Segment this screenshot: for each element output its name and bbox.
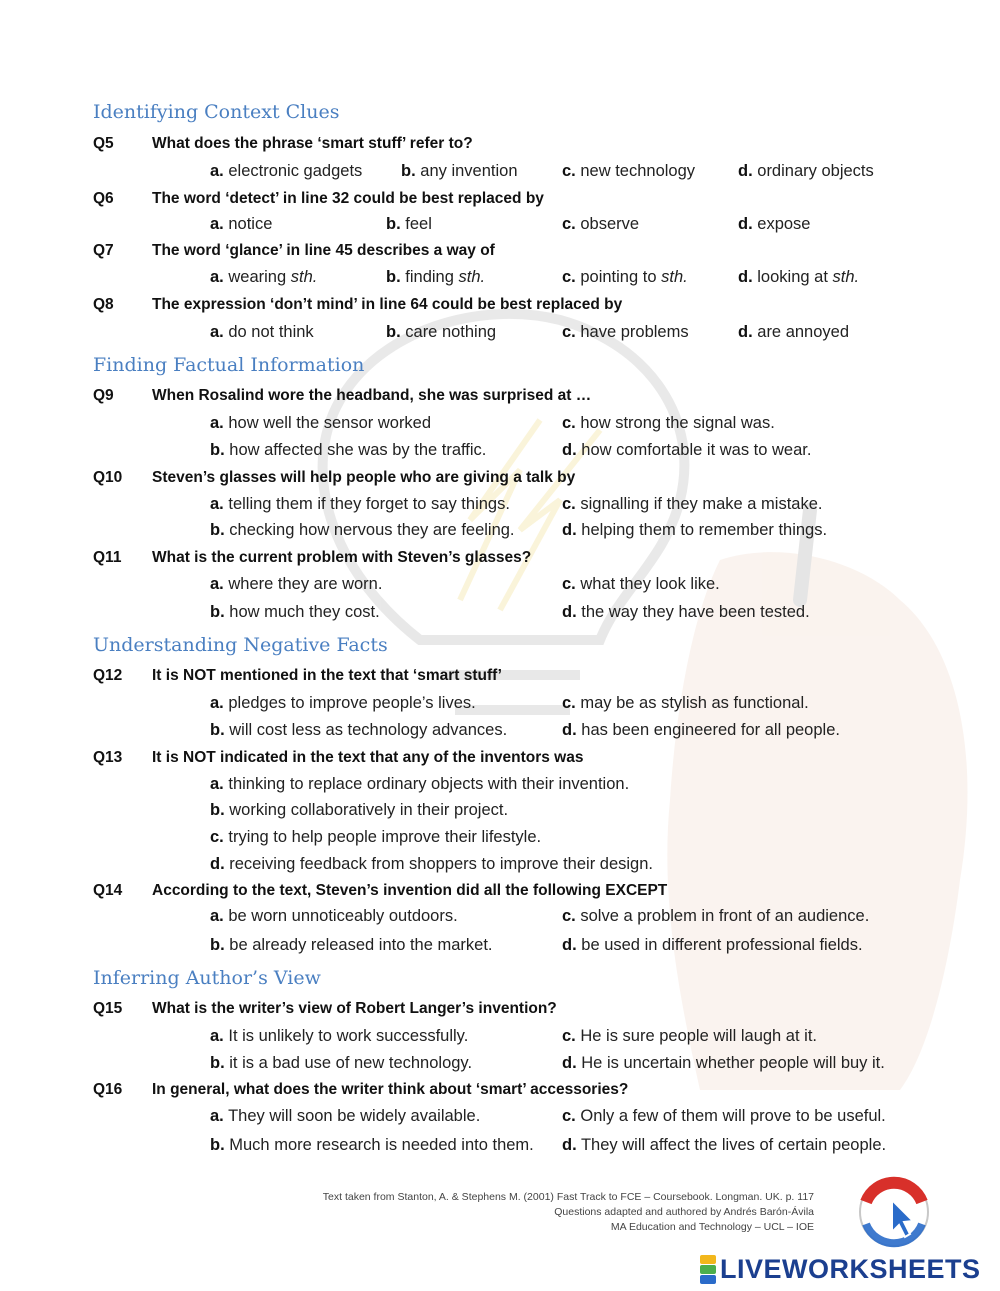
option-d[interactable]: d. expose [738, 215, 811, 233]
option-a[interactable]: a. thinking to replace ordinary objects with their invention. [210, 775, 630, 793]
question-text: What is the current problem with Steven’s glasses? [152, 549, 532, 566]
option-d[interactable]: d. They will affect the lives of certain people. [562, 1136, 887, 1154]
option-c[interactable]: c. trying to help people improve their lifestyle. [210, 828, 542, 846]
question-text: It is NOT mentioned in the text that ‘smart stuff’ [152, 667, 502, 684]
option-a[interactable]: a. where they are worn. [210, 575, 383, 593]
question-text: The expression ‘don’t mind’ in line 64 could be best replaced by [152, 296, 623, 313]
option-d[interactable]: d. receiving feedback from shoppers to improve their design. [210, 855, 653, 873]
question-number: Q10 [93, 469, 123, 486]
option-b[interactable]: b. be already released into the market. [210, 936, 493, 954]
question-text: When Rosalind wore the headband, she was surprised at … [152, 387, 592, 404]
credit-line: MA Education and Technology – UCL – IOE [610, 1221, 814, 1233]
question-text: What does the phrase ‘smart stuff’ refer to? [152, 135, 473, 152]
option-a[interactable]: a. pledges to improve people’s lives. [210, 694, 476, 712]
option-b[interactable]: b. checking how nervous they are feeling. [210, 521, 515, 539]
credit-line: Text taken from Stanton, A. & Stephens M. (2001) Fast Track to FCE – Coursebook. Longman. UK. p. 117 [322, 1191, 814, 1203]
option-c[interactable]: c. how strong the signal was. [562, 414, 775, 432]
option-d[interactable]: d. He is uncertain whether people will buy it. [562, 1054, 885, 1072]
option-d[interactable]: d. are annoyed [738, 323, 850, 341]
question-number: Q8 [93, 296, 114, 313]
question-text: The word ‘glance’ in line 45 describes a way of [152, 242, 495, 259]
question-text: Steven’s glasses will help people who are giving a talk by [152, 469, 576, 486]
question-number: Q12 [93, 667, 123, 684]
option-c[interactable]: c. solve a problem in front of an audience. [562, 907, 870, 925]
option-a[interactable]: a. electronic gadgets [210, 162, 363, 180]
section-heading-context-clues: Identifying Context Clues [93, 101, 340, 123]
option-c[interactable]: c. He is sure people will laugh at it. [562, 1027, 817, 1045]
section-heading-author-view: Inferring Author’s View [93, 967, 321, 989]
question-text: In general, what does the writer think about ‘smart’ accessories? [152, 1081, 629, 1098]
option-b[interactable]: b. how much they cost. [210, 603, 380, 621]
option-b[interactable]: b. will cost less as technology advances. [210, 721, 508, 739]
option-d[interactable]: d. how comfortable it was to wear. [562, 441, 812, 459]
option-b[interactable]: b. it is a bad use of new technology. [210, 1054, 473, 1072]
option-c[interactable]: c. what they look like. [562, 575, 720, 593]
question-number: Q7 [93, 242, 114, 259]
click-logo-icon [852, 1172, 936, 1252]
option-a[interactable]: a. notice [210, 215, 273, 233]
option-d[interactable]: d. has been engineered for all people. [562, 721, 840, 739]
option-d[interactable]: d. be used in different professional fields. [562, 936, 863, 954]
option-a[interactable]: a. telling them if they forget to say things. [210, 495, 510, 513]
question-number: Q13 [93, 749, 123, 766]
question-text: The word ‘detect’ in line 32 could be best replaced by [152, 190, 544, 207]
option-a[interactable]: a. It is unlikely to work successfully. [210, 1027, 469, 1045]
source-credits [323, 1190, 814, 1235]
question-text: It is NOT indicated in the text that any of the inventors was [152, 749, 584, 766]
option-c[interactable]: c. new technology [562, 162, 696, 180]
question-text: According to the text, Steven’s invention did all the following EXCEPT [152, 882, 668, 899]
option-a[interactable]: a. wearing sth. [210, 268, 318, 286]
option-d[interactable]: d. the way they have been tested. [562, 603, 810, 621]
option-a[interactable]: a. be worn unnoticeably outdoors. [210, 907, 458, 925]
option-b[interactable]: b. Much more research is needed into them. [210, 1136, 534, 1154]
option-c[interactable]: c. observe [562, 215, 640, 233]
option-c[interactable]: c. Only a few of them will prove to be useful. [562, 1107, 886, 1125]
option-b[interactable]: b. care nothing [386, 323, 497, 341]
brand-mark-icon [700, 1255, 716, 1285]
option-d[interactable]: d. looking at sth. [738, 268, 860, 286]
question-text: What is the writer’s view of Robert Langer’s invention? [152, 1000, 557, 1017]
question-number: Q11 [93, 549, 122, 566]
option-d[interactable]: d. helping them to remember things. [562, 521, 828, 539]
option-c[interactable]: c. have problems [562, 323, 689, 341]
option-c[interactable]: c. may be as stylish as functional. [562, 694, 809, 712]
option-a[interactable]: a. They will soon be widely available. [210, 1107, 481, 1125]
option-a[interactable]: a. do not think [210, 323, 314, 341]
credit-line: Questions adapted and authored by Andrés Barón-Ávila [554, 1206, 814, 1218]
question-number: Q15 [93, 1000, 123, 1017]
question-number: Q5 [93, 135, 114, 152]
brand-name: LIVEWORKSHEETS [720, 1254, 981, 1284]
option-a[interactable]: a. how well the sensor worked [210, 414, 432, 432]
option-b[interactable]: b. how affected she was by the traffic. [210, 441, 487, 459]
question-number: Q14 [93, 882, 123, 899]
section-heading-factual-information: Finding Factual Information [93, 354, 365, 376]
option-b[interactable]: b. finding sth. [386, 268, 486, 286]
liveworksheets-logo [700, 1254, 981, 1285]
option-c[interactable]: c. pointing to sth. [562, 268, 688, 286]
question-number: Q9 [93, 387, 114, 404]
option-b[interactable]: b. any invention [401, 162, 518, 180]
question-number: Q6 [93, 190, 114, 207]
option-b[interactable]: b. feel [386, 215, 432, 233]
option-d[interactable]: d. ordinary objects [738, 162, 874, 180]
option-c[interactable]: c. signalling if they make a mistake. [562, 495, 823, 513]
option-b[interactable]: b. working collaboratively in their project. [210, 801, 509, 819]
question-number: Q16 [93, 1081, 123, 1098]
section-heading-negative-facts: Understanding Negative Facts [93, 634, 388, 656]
